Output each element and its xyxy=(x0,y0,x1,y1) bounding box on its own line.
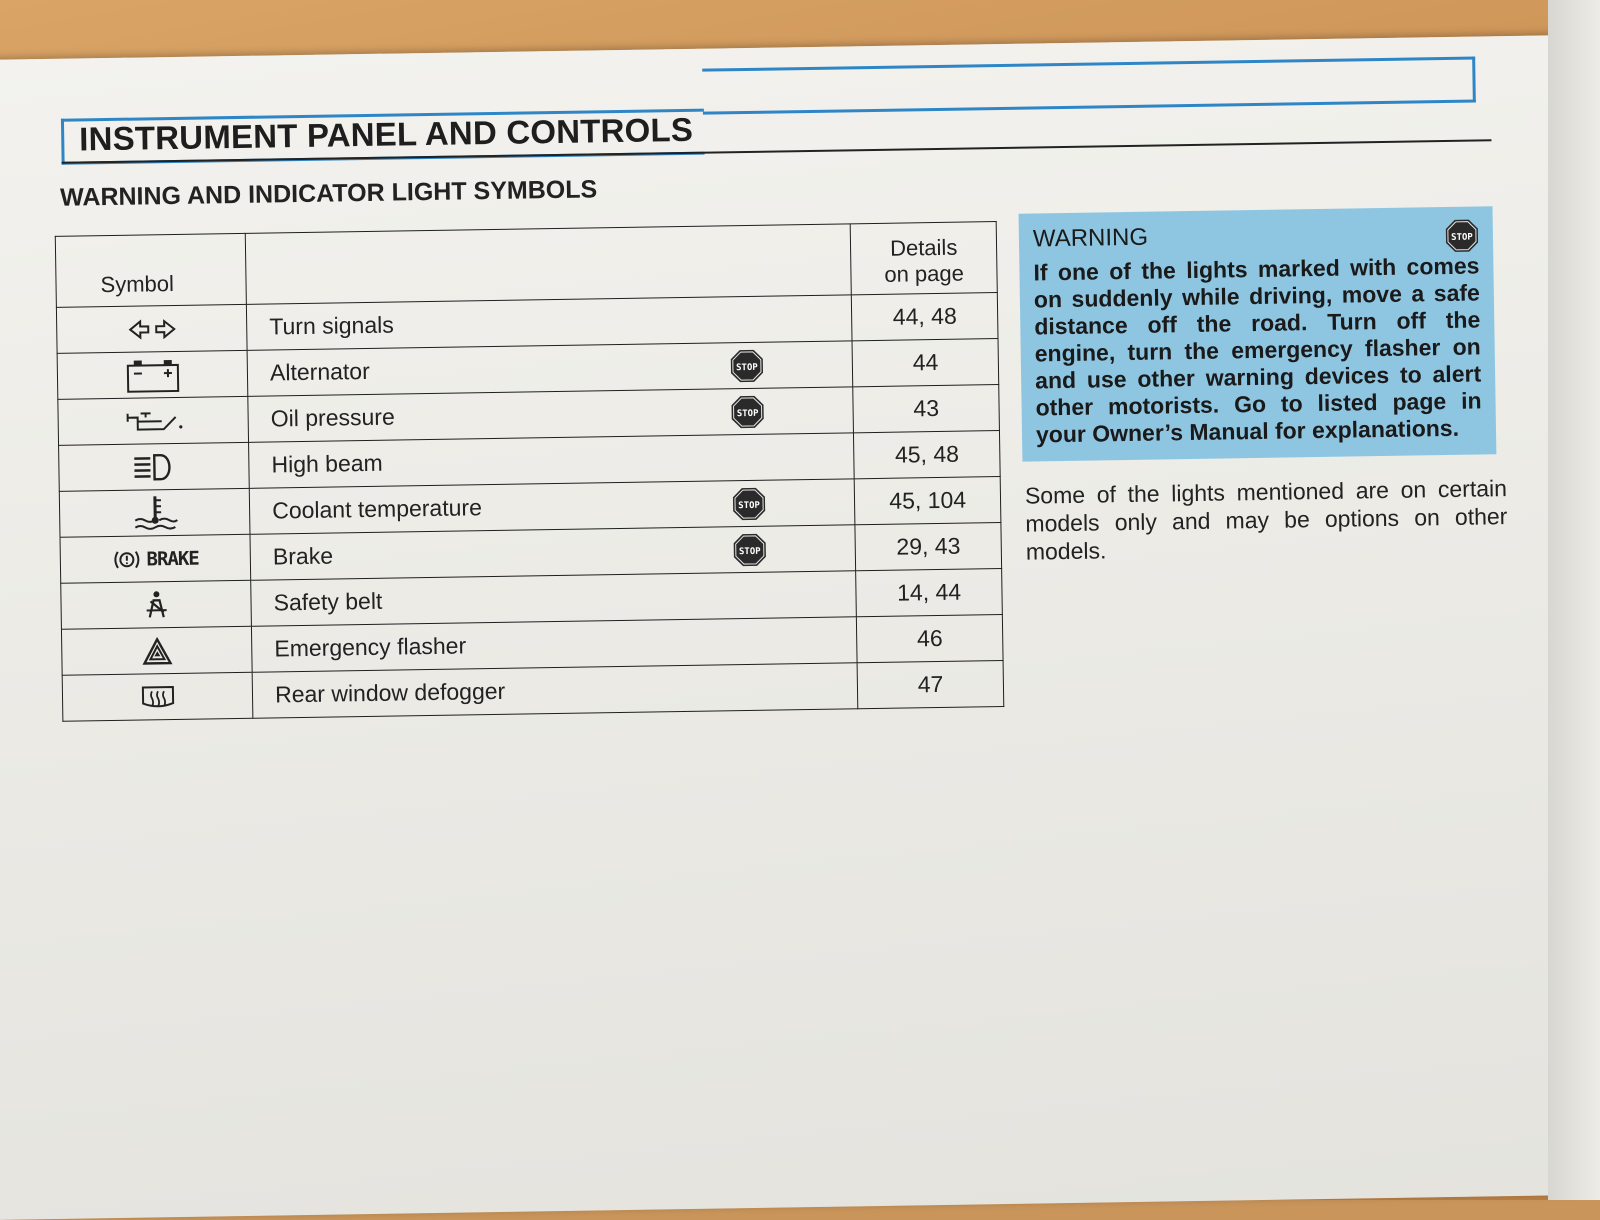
page-cell: 45, 48 xyxy=(854,431,1000,479)
row-label: Alternator xyxy=(248,358,370,386)
row-label: Coolant temperature xyxy=(250,494,482,524)
stop-sign-icon xyxy=(733,533,768,568)
stop-sign-icon xyxy=(730,349,765,384)
coolant-thermometer-icon xyxy=(130,493,179,532)
page-cell: 43 xyxy=(853,385,999,433)
page-cell: 45, 104 xyxy=(854,477,1000,525)
header-details-on-page xyxy=(850,222,997,295)
symbol-cell xyxy=(59,488,250,537)
symbol-cell xyxy=(59,442,250,491)
oil-can-icon xyxy=(123,406,183,435)
symbols-table xyxy=(55,221,1005,722)
row-label: Brake xyxy=(251,543,333,570)
header-details-line1: Details xyxy=(890,235,958,261)
brake-symbol-text: BRAKE xyxy=(146,547,199,570)
header-symbol: Symbol xyxy=(55,233,246,307)
turn-signal-arrows-icon xyxy=(128,318,176,339)
page-cell: 44 xyxy=(852,339,998,387)
stop-sign-icon xyxy=(731,395,766,430)
rear-defogger-icon xyxy=(139,684,175,711)
symbol-cell xyxy=(58,396,249,445)
warning-box xyxy=(1019,206,1497,461)
page-cell: 29, 43 xyxy=(855,523,1001,571)
symbol-cell xyxy=(60,534,251,583)
next-page-edge xyxy=(1548,0,1600,1200)
stop-sign-icon xyxy=(1445,218,1480,253)
brake-circle-icon xyxy=(112,548,142,570)
symbol-cell xyxy=(61,580,252,629)
page-cell: 44, 48 xyxy=(852,293,998,341)
stop-badge-text: STOP xyxy=(739,547,761,557)
manual-page xyxy=(0,35,1578,1220)
title-frame-right xyxy=(702,57,1476,115)
stop-badge-text: STOP xyxy=(738,501,760,511)
warning-title: WARNING xyxy=(1033,218,1479,253)
symbol-cell xyxy=(61,626,252,675)
stop-badge-text: STOP xyxy=(737,409,759,419)
seat-belt-icon xyxy=(141,590,171,620)
symbol-cell xyxy=(57,350,248,399)
row-label: Turn signals xyxy=(247,312,394,340)
row-label: High beam xyxy=(249,450,383,478)
warning-text: If one of the lights marked with comes on suddenly while driving, move a safe distance off the road. Turn off the engine, turn the emergency flasher on and use other warning devices to alert other motorists. Go to listed page in your Owner’s Manual for explanations. xyxy=(1033,252,1482,448)
stop-sign-icon xyxy=(732,487,767,522)
page-cell: 47 xyxy=(857,661,1003,709)
description-cell xyxy=(252,663,858,719)
hazard-triangle-icon xyxy=(142,637,172,665)
page-title: INSTRUMENT PANEL AND CONTROLS xyxy=(79,111,693,159)
note-text: Some of the lights mentioned are on certain models only and may be options on other models. xyxy=(1025,474,1508,566)
stop-badge-text: STOP xyxy=(1451,233,1473,243)
high-beam-icon xyxy=(132,452,176,481)
battery-icon xyxy=(123,356,182,393)
symbol-cell xyxy=(56,304,247,353)
row-label: Emergency flasher xyxy=(252,632,466,661)
section-subtitle: WARNING AND INDICATOR LIGHT SYMBOLS xyxy=(60,175,597,212)
symbol-cell xyxy=(62,672,253,721)
page-cell: 46 xyxy=(857,615,1003,663)
page-cell: 14, 44 xyxy=(856,569,1002,617)
header-description xyxy=(245,224,851,304)
row-label: Oil pressure xyxy=(249,404,395,432)
row-label: Rear window defogger xyxy=(253,678,506,708)
header-details-line2: on page xyxy=(884,261,964,287)
row-label: Safety belt xyxy=(251,588,382,616)
stop-badge-text: STOP xyxy=(736,363,758,373)
